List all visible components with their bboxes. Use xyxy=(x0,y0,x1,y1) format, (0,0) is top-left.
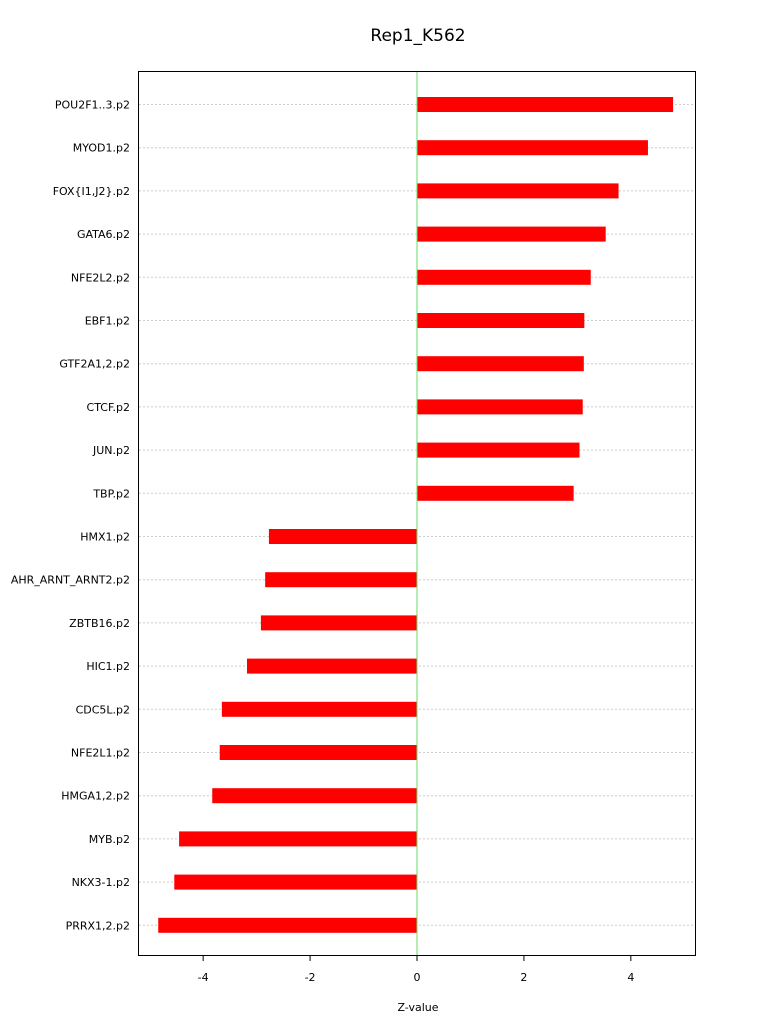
bar xyxy=(417,270,591,285)
category-label: CTCF.p2 xyxy=(86,400,130,414)
bar xyxy=(417,486,574,501)
bar xyxy=(417,183,619,198)
category-label: HMX1.p2 xyxy=(80,530,130,544)
bar xyxy=(158,918,417,933)
x-tick-label: 4 xyxy=(627,971,635,984)
bar xyxy=(417,399,583,414)
x-tick-label: -4 xyxy=(197,971,209,984)
category-label: EBF1.p2 xyxy=(84,314,130,328)
bar xyxy=(417,443,580,458)
bar xyxy=(417,140,648,155)
bar xyxy=(179,831,417,846)
category-label: GTF2A1,2.p2 xyxy=(59,357,130,371)
category-label: MYOD1.p2 xyxy=(72,141,130,155)
bar xyxy=(174,875,417,890)
x-axis xyxy=(198,955,635,984)
category-label: HMGA1,2.p2 xyxy=(61,789,130,803)
category-label: PRRX1,2.p2 xyxy=(65,919,130,933)
bar xyxy=(247,659,417,674)
category-label: HIC1.p2 xyxy=(86,660,130,674)
bar xyxy=(269,529,417,544)
category-label: CDC5L.p2 xyxy=(75,703,130,717)
bar xyxy=(212,788,417,803)
category-label: TBP.p2 xyxy=(93,487,130,501)
bar xyxy=(222,702,417,717)
x-tick-label: 0 xyxy=(413,971,421,984)
x-axis-label: Z-value xyxy=(397,1001,439,1014)
category-label: JUN.p2 xyxy=(92,444,130,458)
bar xyxy=(261,615,417,630)
chart-title: Rep1_K562 xyxy=(370,26,466,46)
category-label: GATA6.p2 xyxy=(76,228,130,242)
x-tick-label: 2 xyxy=(520,971,528,984)
bar xyxy=(417,227,606,242)
category-label: NFE2L1.p2 xyxy=(70,746,130,760)
bar xyxy=(417,356,584,371)
category-labels xyxy=(11,99,130,933)
category-label: FOX{I1,J2}.p2 xyxy=(52,184,130,198)
bar xyxy=(417,313,584,328)
bar xyxy=(220,745,417,760)
bar xyxy=(417,97,673,112)
category-label: AHR_ARNT_ARNT2.p2 xyxy=(10,573,130,587)
category-label: NKX3-1.p2 xyxy=(71,876,130,890)
category-label: NFE2L2.p2 xyxy=(70,271,130,285)
category-label: POU2F1..3.p2 xyxy=(54,98,130,112)
x-tick-label: -2 xyxy=(304,971,316,984)
bar xyxy=(265,572,417,587)
category-label: ZBTB16.p2 xyxy=(69,616,130,630)
bars xyxy=(158,97,673,933)
category-label: MYB.p2 xyxy=(88,832,130,846)
